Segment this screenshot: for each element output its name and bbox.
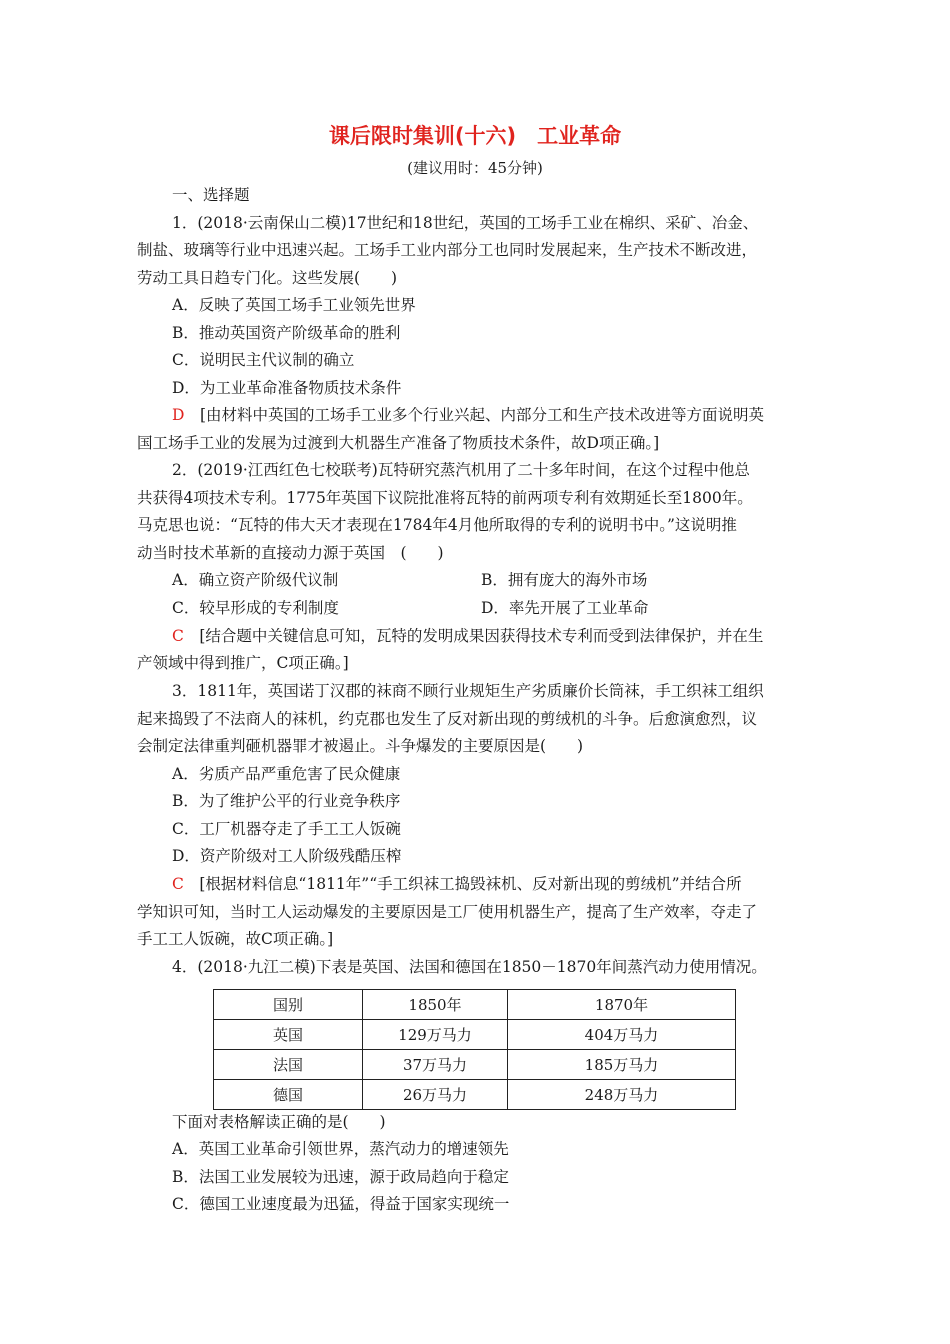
q1-explanation-line-2: 国工场手工业的发展为过渡到大机器生产准备了物质技术条件，故D项正确。]	[137, 434, 660, 452]
q3-explanation-line-2: 学知识可知，当时工人运动爆发的主要原因是工厂使用机器生产，提高了生产效率，夺走了	[137, 903, 758, 921]
q4-stem: 4．(2018·九江二模)下表是英国、法国和德国在1850－1870年间蒸汽动力使用情况。	[172, 958, 767, 976]
table-cell: 404万马力	[508, 1020, 736, 1050]
table-header-row	[214, 990, 736, 1020]
q2-option-a: A．确立资产阶级代议制	[172, 571, 339, 589]
q3-stem-line-3: 会制定法律重判砸机器罪才被遏止。斗争爆发的主要原因是( )	[137, 737, 584, 755]
q3-stem-line-1: 3．1811年，英国诺丁汉郡的袜商不顾行业规矩生产劣质廉价长筒袜，手工织袜工组织	[172, 682, 764, 700]
q2-explanation-line-1: C [结合题中关键信息可知，瓦特的发明成果因获得技术专利而受到法律保护，并在生	[172, 627, 764, 645]
section-heading: 一、选择题	[172, 186, 250, 204]
q3-option-a: A．劣质产品严重危害了民众健康	[172, 765, 401, 783]
steam-power-table	[213, 989, 736, 1110]
q1-answer: D	[172, 406, 185, 424]
q1-option-d: D．为工业革命准备物质技术条件	[172, 379, 402, 397]
q3-option-b: B．为了维护公平的行业竞争秩序	[172, 792, 401, 810]
q3-option-c: C．工厂机器夺走了手工工人饭碗	[172, 820, 401, 838]
table-cell: 26万马力	[363, 1080, 508, 1110]
table-cell: 37万马力	[363, 1050, 508, 1080]
document-title: 课后限时集训(十六) 工业革命	[328, 124, 622, 148]
q3-option-d: D．资产阶级对工人阶级残酷压榨	[172, 847, 402, 865]
q2-stem-line-2: 共获得4项技术专利。1775年英国下议院批准将瓦特的前两项专利有效期延长至1800年。	[137, 489, 753, 507]
table-header-cell: 1850年	[363, 990, 508, 1020]
q2-stem-line-3: 马克思也说：“瓦特的伟大天才表现在1784年4月他所取得的专利的说明书中。”这说明推	[137, 516, 737, 534]
table-cell: 129万马力	[363, 1020, 508, 1050]
q2-option-c: C．较早形成的专利制度	[172, 599, 339, 617]
table-header-cell: 1870年	[508, 990, 736, 1020]
table-cell: 185万马力	[508, 1050, 736, 1080]
q4-option-c: C．德国工业速度最为迅猛，得益于国家实现统一	[172, 1195, 510, 1213]
q3-explanation-line-3: 手工工人饭碗，故C项正确。]	[137, 930, 334, 948]
table-row	[214, 1020, 736, 1050]
table-cell: 英国	[214, 1020, 363, 1050]
q1-option-c: C．说明民主代议制的确立	[172, 351, 355, 369]
q1-stem-line-1: 1．(2018·云南保山二模)17世纪和18世纪，英国的工场手工业在棉织、采矿、冶金、	[172, 214, 759, 232]
q2-stem-line-1: 2．(2019·江西红色七校联考)瓦特研究蒸汽机用了二十多年时间，在这个过程中他总	[172, 461, 750, 479]
table-cell: 248万马力	[508, 1080, 736, 1110]
table-row	[214, 1080, 736, 1110]
q2-explanation-line-2: 产领域中得到推广，C项正确。]	[137, 654, 349, 672]
table-cell: 德国	[214, 1080, 363, 1110]
q1-option-b: B．推动英国资产阶级革命的胜利	[172, 324, 401, 342]
q3-stem-line-2: 起来捣毁了不法商人的袜机，约克郡也发生了反对新出现的剪绒机的斗争。后愈演愈烈，议	[137, 710, 758, 728]
q1-option-a: A．反映了英国工场手工业领先世界	[172, 296, 416, 314]
q1-stem-line-2: 制盐、玻璃等行业中迅速兴起。工场手工业内部分工也同时发展起来，生产技术不断改进，	[137, 241, 758, 259]
q1-stem-line-3: 劳动工具日趋专门化。这些发展( )	[137, 269, 398, 287]
q4-option-a: A．英国工业革命引领世界，蒸汽动力的增速领先	[172, 1140, 509, 1158]
table-cell: 法国	[214, 1050, 363, 1080]
table-row	[214, 1050, 736, 1080]
document-subtitle: (建议用时：45分钟)	[407, 159, 543, 177]
q4-prompt: 下面对表格解读正确的是( )	[172, 1113, 386, 1131]
q3-explanation-line-1: C [根据材料信息“1811年”“手工织袜工捣毁袜机、反对新出现的剪绒机”并结合所	[172, 875, 742, 893]
q2-answer: C	[172, 627, 184, 645]
q2-stem-line-4: 动当时技术革新的直接动力源于英国 ( )	[137, 544, 444, 562]
q1-explanation-line-1: D [由材料中英国的工场手工业多个行业兴起、内部分工和生产技术改进等方面说明英	[172, 406, 764, 424]
q3-answer: C	[172, 875, 184, 893]
q4-option-b: B．法国工业发展较为迅速，源于政局趋向于稳定	[172, 1168, 509, 1186]
q2-option-b: B．拥有庞大的海外市场	[481, 571, 648, 589]
q2-option-d: D．率先开展了工业革命	[481, 599, 649, 617]
table-header-cell: 国别	[214, 990, 363, 1020]
